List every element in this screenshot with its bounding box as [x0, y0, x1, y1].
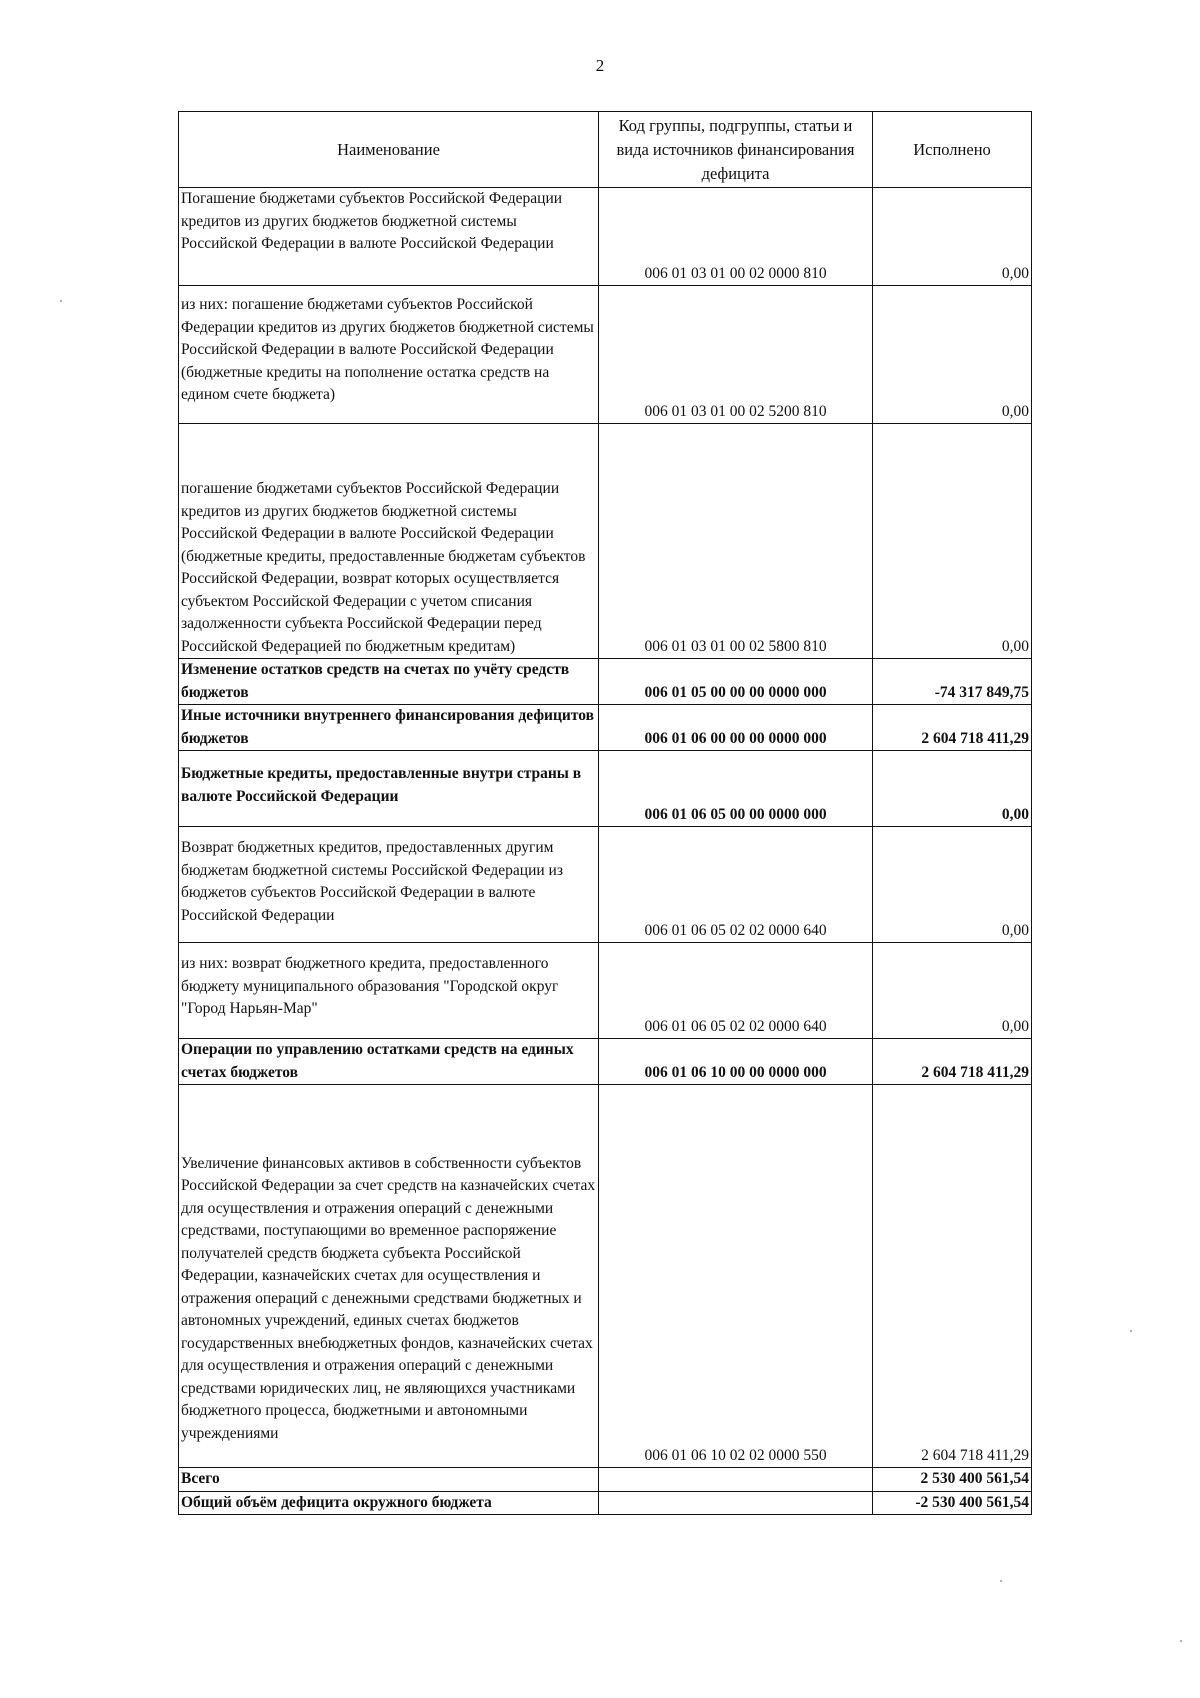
row-value: -2 530 400 561,54 [873, 1491, 1032, 1515]
row-value: 0,00 [873, 827, 1032, 943]
row-name: из них: погашение бюджетами субъектов Российской Федерации кредитов из других бюджетов бюджетной системы Российской Федерации в валюте Российской Федерации (бюджетные кредиты на пополнение остатка средств на едином счете бюджета) [179, 286, 599, 424]
table-row [179, 1468, 1032, 1492]
table-row [179, 424, 1032, 659]
scan-speck [1000, 1580, 1002, 1582]
row-name: из них: возврат бюджетного кредита, предоставленного бюджету муниципального образования "Городской округ "Город Нарьян-Мар" [179, 943, 599, 1039]
table-row [179, 705, 1032, 751]
row-code: 006 01 03 01 00 02 5800 810 [599, 424, 873, 659]
row-name: погашение бюджетами субъектов Российской Федерации кредитов из других бюджетов бюджетной системы Российской Федерации в валюте Российской Федерации (бюджетные кредиты, предоставленные бюджетам субъектов Российской Федерации, возврат которых осуществляется субъектом Российской Федерации с учетом списания задолженности субъекта Российской Федерации перед Российской Федерацией по бюджетным кредитам) [179, 424, 599, 659]
scan-speck [60, 300, 62, 302]
table-row [179, 751, 1032, 827]
row-name: Всего [179, 1468, 599, 1492]
row-value: 2 530 400 561,54 [873, 1468, 1032, 1492]
row-value: -74 317 849,75 [873, 659, 1032, 705]
row-value: 0,00 [873, 943, 1032, 1039]
row-value: 0,00 [873, 188, 1032, 286]
row-code: 006 01 06 10 02 02 0000 550 [599, 1085, 873, 1468]
row-value: 0,00 [873, 751, 1032, 827]
row-code: 006 01 03 01 00 02 5200 810 [599, 286, 873, 424]
financing-sources-table [178, 111, 1032, 1515]
header-name: Наименование [179, 112, 599, 188]
table-row [179, 1491, 1032, 1515]
row-value: 0,00 [873, 286, 1032, 424]
row-name: Возврат бюджетных кредитов, предоставленных другим бюджетам бюджетной системы Российской Федерации из бюджетов субъектов Российской Федерации в валюте Российской Федерации [179, 827, 599, 943]
row-code: 006 01 06 00 00 00 0000 000 [599, 705, 873, 751]
table-row [179, 827, 1032, 943]
row-name: Погашение бюджетами субъектов Российской Федерации кредитов из других бюджетов бюджетной системы Российской Федерации в валюте Российской Федерации [179, 188, 599, 286]
row-name: Операции по управлению остатками средств на единых счетах бюджетов [179, 1039, 599, 1085]
row-name: Изменение остатков средств на счетах по учёту средств бюджетов [179, 659, 599, 705]
row-value: 2 604 718 411,29 [873, 1039, 1032, 1085]
table-header-row [179, 112, 1032, 188]
header-value: Исполнено [873, 112, 1032, 188]
row-name: Бюджетные кредиты, предоставленные внутри страны в валюте Российской Федерации [179, 751, 599, 827]
scan-speck [1130, 1330, 1132, 1332]
table-row [179, 659, 1032, 705]
table-row [179, 286, 1032, 424]
row-value: 0,00 [873, 424, 1032, 659]
row-code [599, 1491, 873, 1515]
row-name: Иные источники внутреннего финансирования дефицитов бюджетов [179, 705, 599, 751]
row-code [599, 1468, 873, 1492]
header-code: Код группы, подгруппы, статьи и вида источников финансирования дефицита [599, 112, 873, 188]
row-code: 006 01 05 00 00 00 0000 000 [599, 659, 873, 705]
table-row [179, 1039, 1032, 1085]
row-code: 006 01 03 01 00 02 0000 810 [599, 188, 873, 286]
row-name: Общий объём дефицита окружного бюджета [179, 1491, 599, 1515]
row-value: 2 604 718 411,29 [873, 705, 1032, 751]
table-row [179, 188, 1032, 286]
row-value: 2 604 718 411,29 [873, 1085, 1032, 1468]
scan-speck [1180, 1640, 1182, 1642]
row-code: 006 01 06 05 02 02 0000 640 [599, 827, 873, 943]
row-code: 006 01 06 05 00 00 0000 000 [599, 751, 873, 827]
page-number: 2 [595, 56, 605, 75]
row-code: 006 01 06 10 00 00 0000 000 [599, 1039, 873, 1085]
table-row [179, 943, 1032, 1039]
row-code: 006 01 06 05 02 02 0000 640 [599, 943, 873, 1039]
row-name: Увеличение финансовых активов в собственности субъектов Российской Федерации за счет средств на казначейских счетах для осуществления и отражения операций с денежными средствами, поступающими во временное распоряжение получателей средств бюджета субъекта Российской Федерации, казначейских счетах для осуществления и отражения операций с денежными средствами бюджетных и автономных учреждений, единых счетах бюджетов государственных внебюджетных фондов, казначейских счетах для осуществления и отражения операций с денежными средствами юридических лиц, не являющихся участниками бюджетного процесса, бюджетными и автономными учреждениями [179, 1085, 599, 1468]
table-row [179, 1085, 1032, 1468]
